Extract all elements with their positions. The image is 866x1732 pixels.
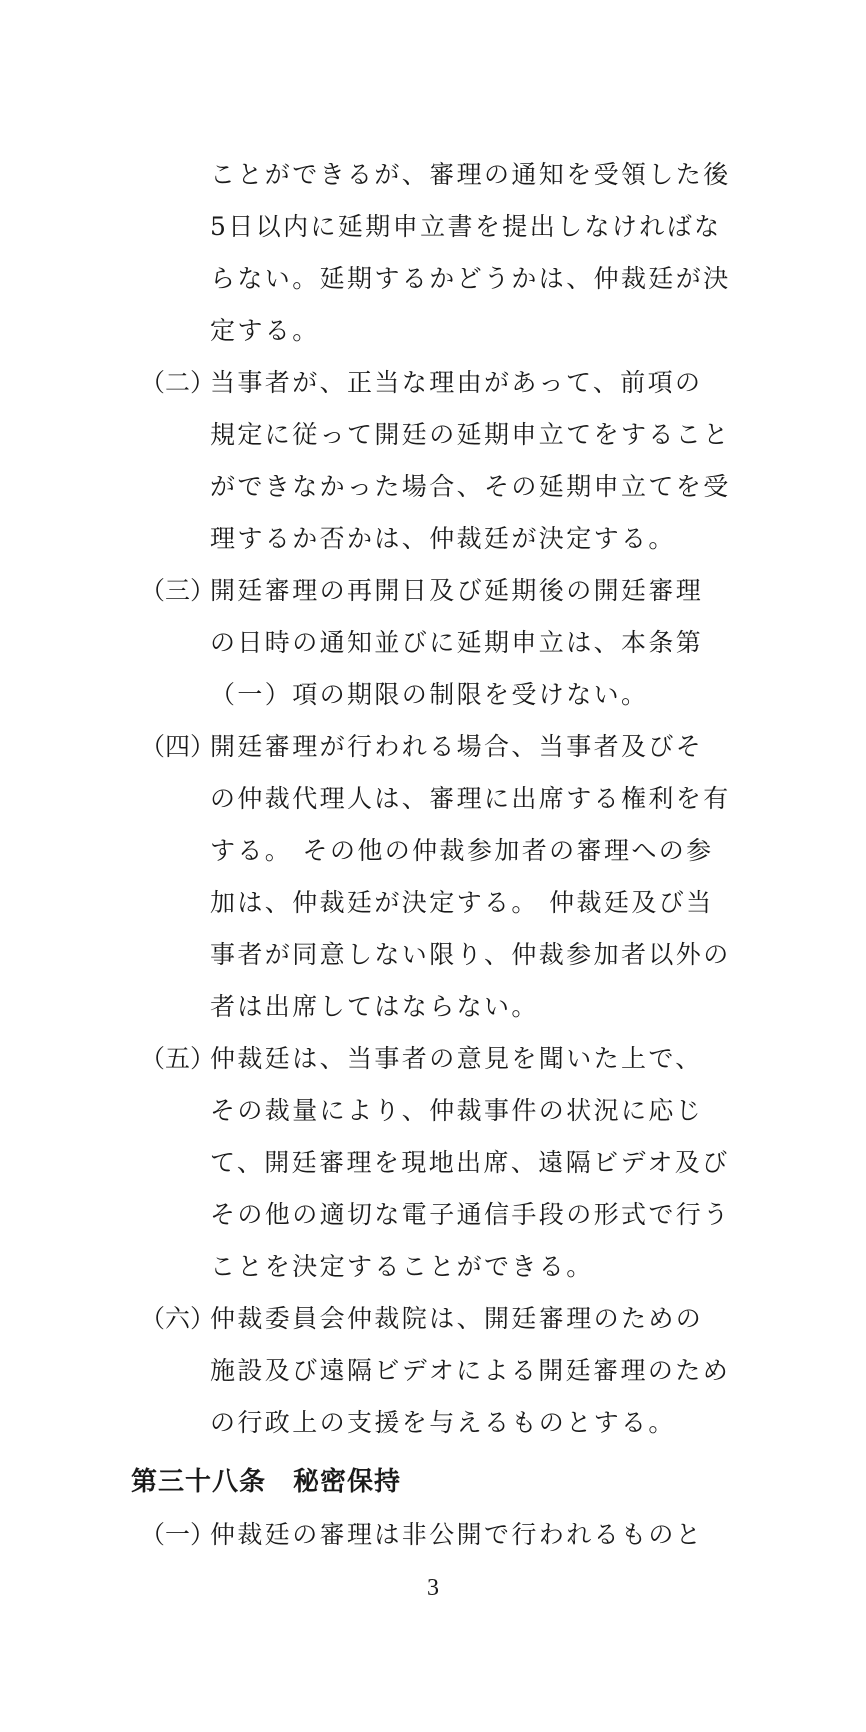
item-number-6: （六） (140, 1304, 216, 1333)
item-6-line-1: 仲裁委員会仲裁院は、開廷審理のための (210, 1304, 704, 1333)
intro-line-3: らない。延期するかどうかは、仲裁廷が決 (210, 264, 731, 293)
item-4-line-6: 者は出席してはならない。 (210, 992, 539, 1021)
item-2-line-3: ができなかった場合、その延期申立てを受 (210, 472, 731, 501)
item-6-line-3: の行政上の支援を与えるものとする。 (210, 1408, 676, 1437)
item-number-1: （一） (140, 1520, 216, 1549)
item-6-line-2: 施設及び遠隔ビデオによる開廷審理のため (210, 1356, 731, 1385)
item-2-line-4: 理するか否かは、仲裁廷が決定する。 (210, 524, 676, 553)
item-number-4: （四） (140, 732, 216, 761)
item-5-line-2: その裁量により、仲裁事件の状況に応じ (210, 1096, 704, 1125)
item-3-line-3: （一）項の期限の制限を受けない。 (210, 680, 649, 709)
item-5-line-1: 仲裁廷は、当事者の意見を聞いた上で、 (210, 1044, 703, 1073)
item-4-line-1: 開廷審理が行われる場合、当事者及びそ (210, 732, 704, 761)
item-2-line-1: 当事者が、正当な理由があって、前項の (210, 368, 703, 397)
intro-line-2: 5日以内に延期申立書を提出しなければな (210, 212, 722, 241)
item-number-3: （三） (140, 576, 216, 605)
item-1-line-1: 仲裁廷の審理は非公開で行われるものと (210, 1520, 704, 1549)
intro-line-4: 定する。 (210, 316, 320, 345)
item-4-line-2: の仲裁代理人は、審理に出席する権利を有 (210, 784, 731, 813)
item-number-5: （五） (140, 1044, 216, 1073)
page-number: 3 (427, 1575, 439, 1601)
article-heading: 第三十八条 秘密保持 (131, 1467, 402, 1497)
item-5-line-5: ことを決定することができる。 (210, 1252, 594, 1281)
item-3-line-1: 開廷審理の再開日及び延期後の開廷審理 (210, 576, 704, 605)
item-5-line-4: その他の適切な電子通信手段の形式で行う (210, 1200, 731, 1229)
item-5-line-3: て、開廷審理を現地出席、遠隔ビデオ及び (210, 1148, 730, 1177)
item-4-line-3: する。 その他の仲裁参加者の審理への参 (210, 836, 714, 865)
item-4-line-5: 事者が同意しない限り、仲裁参加者以外の (210, 940, 731, 969)
item-3-line-2: の日時の通知並びに延期申立は、本条第 (210, 628, 704, 657)
item-2-line-2: 規定に従って開廷の延期申立てをすること (210, 420, 731, 449)
item-number-2: （二） (140, 368, 216, 397)
intro-line-1: ことができるが、審理の通知を受領した後 (210, 160, 731, 189)
item-4-line-4: 加は、仲裁廷が決定する。 仲裁廷及び当 (210, 888, 714, 917)
